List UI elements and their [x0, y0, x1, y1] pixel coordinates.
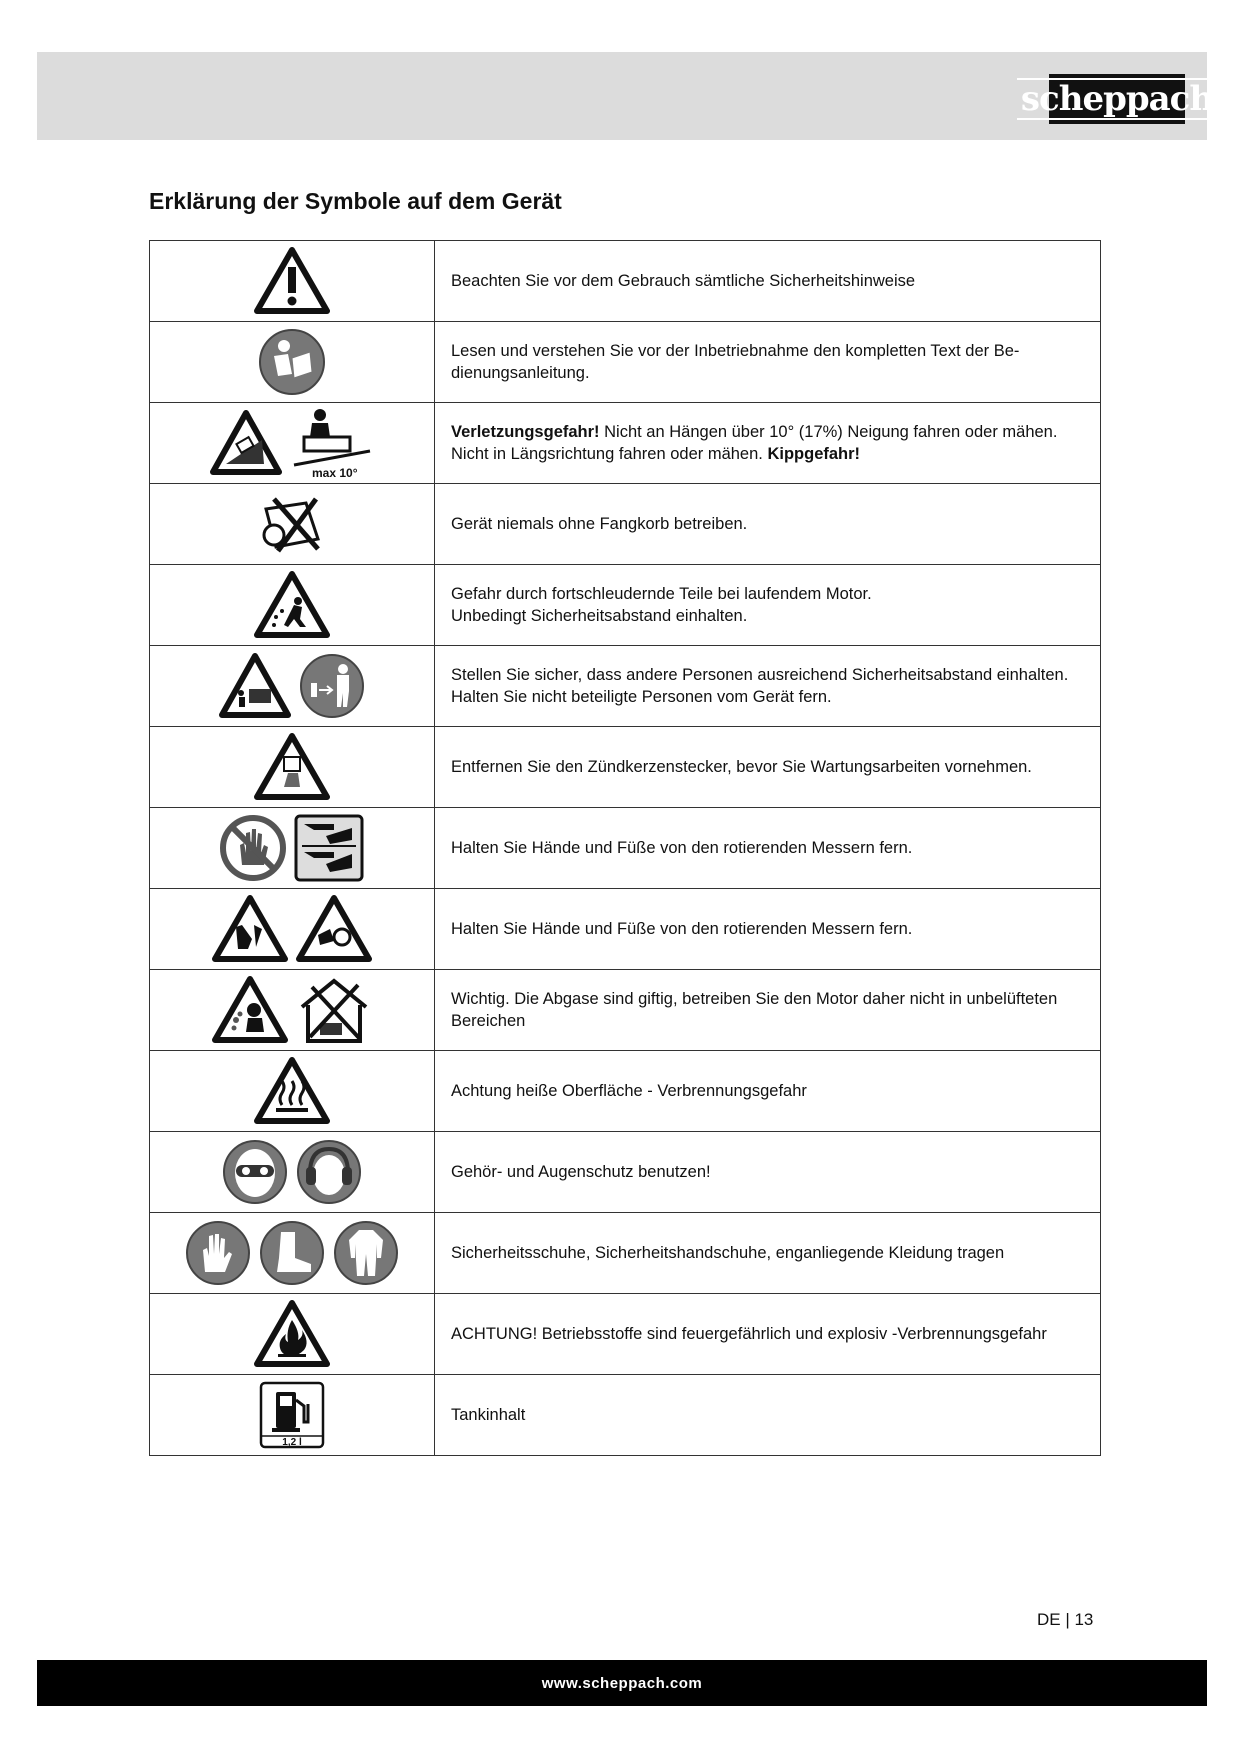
description-line: Unbedingt Sicherheitsabstand einhalten. — [451, 607, 748, 625]
icon-cell — [150, 970, 435, 1051]
foot-cut-warning-icon — [296, 895, 372, 963]
warning-exclamation-icon — [254, 247, 330, 315]
no-indoor-use-icon — [296, 975, 372, 1045]
table-row — [150, 808, 1101, 889]
tip-over-warning-icon — [210, 410, 282, 476]
slope-label: max 10° — [312, 466, 358, 479]
no-hands-icon — [220, 815, 286, 881]
page-number: DE | 13 — [1037, 1610, 1094, 1629]
table-row — [150, 1294, 1101, 1375]
description-text — [435, 403, 1101, 484]
page-title: Erklärung der Symbole auf dem Gerät — [149, 188, 562, 214]
injury-warning-bold: Verletzungsgefahr! — [451, 423, 600, 441]
description-text: ACHTUNG! Betriebsstoffe sind feuergefährlich und explosiv -Verbrennungsgefahr — [435, 1294, 1101, 1375]
read-manual-icon — [258, 328, 326, 396]
icon-cell — [150, 484, 435, 565]
table-row — [150, 565, 1101, 646]
symbols-table — [149, 240, 1101, 1456]
description-text: Sicherheitsschuhe, Sicherheitshandschuhe, enganliegende Kleidung tragen — [435, 1213, 1101, 1294]
description-span: Nicht an Hängen über 10° (17%) Neigung fahren oder mähen. Nicht in Längsrichtung fahren oder mähen. — [451, 423, 1058, 463]
description-text: Lesen und verstehen Sie vor der Inbetriebnahme den kompletten Text der Bedienungsanleitung. — [435, 322, 1101, 403]
icon-cell — [150, 1375, 435, 1456]
footer-bar — [37, 1660, 1207, 1706]
description-text: Stellen Sie sicher, dass andere Personen ausreichend Sicherheitsabstand einhalten. Halten Sie nicht beteiligte Personen vom Gerät fern. — [435, 646, 1101, 727]
table-row — [150, 322, 1101, 403]
table-row — [150, 484, 1101, 565]
table-row — [150, 970, 1101, 1051]
description-text: Halten Sie Hände und Füße von den rotierenden Messern fern. — [435, 808, 1101, 889]
hand-foot-blade-icon — [294, 814, 364, 882]
bystander-warning-icon — [219, 653, 291, 719]
description-text: Halten Sie Hände und Füße von den rotierenden Messern fern. — [435, 889, 1101, 970]
flying-debris-warning-icon — [254, 571, 330, 639]
table-row — [150, 403, 1101, 484]
icon-cell — [150, 241, 435, 322]
eye-protection-icon — [222, 1139, 288, 1205]
footer-url-link[interactable]: www.scheppach.com — [541, 1674, 703, 1692]
fuel-tank-icon — [258, 1380, 326, 1450]
table-row — [150, 1375, 1101, 1456]
table-row — [150, 1213, 1101, 1294]
description-line: Gefahr durch fortschleudernde Teile bei laufendem Motor. — [451, 585, 872, 603]
description-text: Wichtig. Die Abgase sind giftig, betreiben Sie den Motor daher nicht in unbelüfteten Bereichen — [435, 970, 1101, 1051]
icon-cell — [150, 403, 435, 484]
no-grass-catcher-icon — [256, 489, 328, 559]
table-row — [150, 1132, 1101, 1213]
icon-cell — [150, 1213, 435, 1294]
header-bar — [37, 52, 1214, 140]
icon-cell — [150, 565, 435, 646]
table-row — [150, 889, 1101, 970]
description-text: Beachten Sie vor dem Gebrauch sämtliche Sicherheitshinweise — [435, 241, 1101, 322]
brand-logo[interactable]: scheppach — [1049, 74, 1185, 124]
ear-protection-icon — [296, 1139, 362, 1205]
slope-max-icon — [290, 407, 374, 479]
icon-cell — [150, 322, 435, 403]
keep-distance-icon — [299, 653, 365, 719]
hot-surface-warning-icon — [254, 1057, 330, 1125]
description-text: Entfernen Sie den Zündkerzenstecker, bevor Sie Wartungsarbeiten vornehmen. — [435, 727, 1101, 808]
icon-cell — [150, 889, 435, 970]
icon-cell — [150, 1132, 435, 1213]
icon-cell — [150, 646, 435, 727]
description-text: Gehör- und Augenschutz benutzen! — [435, 1132, 1101, 1213]
table-row — [150, 1051, 1101, 1132]
toxic-fumes-warning-icon — [212, 976, 288, 1044]
description-text — [435, 565, 1101, 646]
protective-clothing-icon — [333, 1220, 399, 1286]
tipping-warning-bold: Kippgefahr! — [767, 445, 861, 463]
safety-boots-icon — [259, 1220, 325, 1286]
table-row — [150, 727, 1101, 808]
gloves-icon — [185, 1220, 251, 1286]
icon-cell — [150, 727, 435, 808]
table-row — [150, 646, 1101, 727]
hand-cut-warning-icon — [212, 895, 288, 963]
flammable-warning-icon — [254, 1300, 330, 1368]
table-row — [150, 241, 1101, 322]
spark-plug-warning-icon — [254, 733, 330, 801]
description-text: Achtung heiße Oberfläche - Verbrennungsgefahr — [435, 1051, 1101, 1132]
icon-cell — [150, 1051, 435, 1132]
description-text: Tankinhalt — [435, 1375, 1101, 1456]
icon-cell — [150, 1294, 435, 1375]
icon-cell — [150, 808, 435, 889]
tank-capacity-label: 1,2 l — [282, 1437, 302, 1448]
description-text: Gerät niemals ohne Fangkorb betreiben. — [435, 484, 1101, 565]
